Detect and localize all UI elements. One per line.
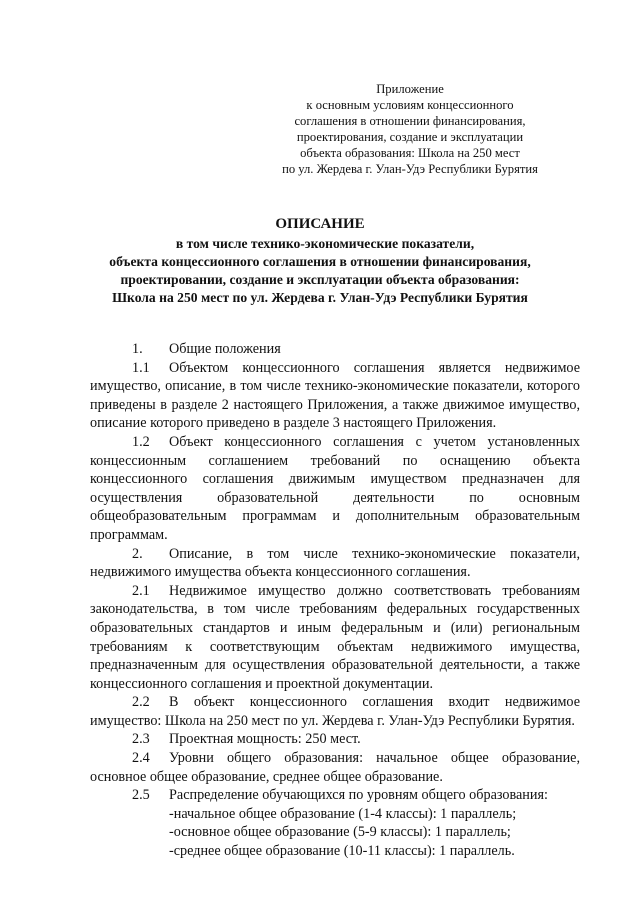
section-paragraph bbox=[90, 545, 580, 582]
list-item: -начальное общее образование (1-4 классы): 1 параллель; bbox=[169, 805, 517, 822]
appendix-line: соглашения в отношении финансирования, bbox=[294, 114, 526, 128]
heading-line: Школа на 250 мест по ул. Жердева г. Улан-Удэ Республики Бурятия bbox=[112, 290, 528, 305]
list-item: -среднее общее образование (10-11 классы): 1 параллель. bbox=[169, 843, 515, 860]
section-paragraph bbox=[90, 786, 580, 805]
distribution-list bbox=[90, 805, 580, 861]
section-number: 2.4 bbox=[132, 750, 150, 767]
appendix-header bbox=[260, 81, 560, 177]
section-text: В объект концессионного соглашения входит недвижимое имущество: Школа на 250 мест по ул. Жердева г. Улан-Удэ Республики Бурятия. bbox=[90, 694, 580, 729]
section-text: Недвижимое имущество должно соответствовать требованиям законодательства, в том числе требованиям федеральных государственных образовательных стандартов и иным федеральным и (или) региональным требованиям к соответствующим объектам недвижимого имущества, предназначенным для осуществления образовательной деятельности, а также концессионного соглашения и проектной документации. bbox=[90, 582, 580, 692]
section-paragraph bbox=[90, 433, 580, 545]
section-number: 1.2 bbox=[132, 433, 150, 450]
section-number: 2.2 bbox=[132, 694, 150, 711]
document-title: ОПИСАНИЕ bbox=[275, 216, 365, 232]
section-paragraph bbox=[90, 730, 580, 749]
section-number: 2.3 bbox=[132, 731, 150, 748]
section-number: 2.5 bbox=[132, 787, 150, 804]
appendix-line: по ул. Жердева г. Улан-Удэ Республики Бурятия bbox=[282, 162, 538, 176]
section-number: 2.1 bbox=[132, 582, 150, 599]
section-paragraph bbox=[90, 359, 580, 433]
section-number: 1. bbox=[132, 341, 143, 357]
list-item: -основное общее образование (5-9 классы): 1 параллель; bbox=[169, 824, 511, 841]
section-text: Проектная мощность: 250 мест. bbox=[169, 731, 361, 748]
section-text: Объект концессионного соглашения с учетом установленных концессионным соглашением требований по оснащению объекта концессионного соглашения движимым имуществом предназначен для осуществления образовательной деятельности по основным общеобразовательным программам и дополнительным образовательным программам. bbox=[90, 433, 580, 543]
appendix-line: Приложение bbox=[376, 82, 444, 96]
section-text: Распределение обучающихся по уровням общего образования: bbox=[169, 787, 548, 804]
section-paragraph bbox=[90, 340, 580, 359]
appendix-line: к основным условиям концессионного bbox=[306, 98, 514, 112]
section-paragraph bbox=[90, 749, 580, 786]
heading-line: объекта концессионного соглашения в отношении финансирования, bbox=[109, 254, 531, 269]
document-heading bbox=[80, 215, 560, 307]
section-text: Объектом концессионного соглашения является недвижимое имущество, описание, в том числе технико-экономические показатели, которого приведены в разделе 2 настоящего Приложения, а также движимое имущество, описание которого приведено в разделе 3 настоящего Приложения. bbox=[90, 359, 580, 432]
appendix-line: объекта образования: Школа на 250 мест bbox=[300, 146, 520, 160]
section-text: Уровни общего образования: начальное общее образование, основное общее образование, среднее общее образование. bbox=[90, 750, 580, 785]
appendix-line: проектирования, создание и эксплуатации bbox=[296, 130, 524, 144]
document-body bbox=[90, 340, 580, 861]
section-text: Общие положения bbox=[169, 341, 281, 357]
heading-line: в том числе технико-экономические показатели, bbox=[175, 236, 475, 251]
section-paragraph bbox=[90, 582, 580, 694]
section-number: 1.1 bbox=[132, 359, 150, 376]
section-number: 2. bbox=[132, 545, 143, 562]
heading-line: проектировании, создание и эксплуатации объекта образования: bbox=[120, 272, 520, 287]
section-text: Описание, в том числе технико-экономические показатели, недвижимого имущества объекта концессионного соглашения. bbox=[90, 545, 580, 581]
section-paragraph bbox=[90, 693, 580, 730]
